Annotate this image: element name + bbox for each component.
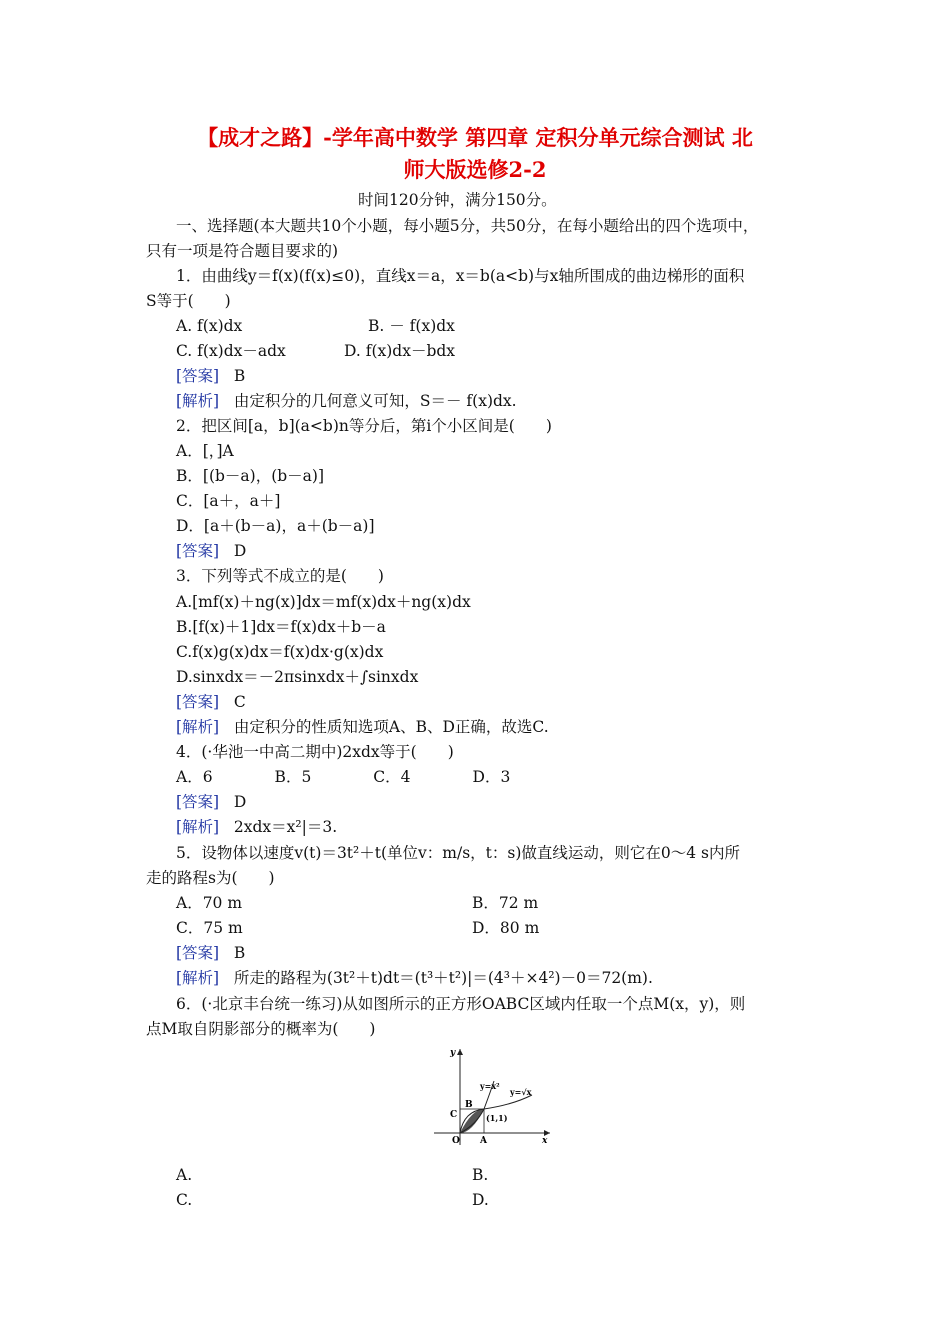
q6-option-b: B. xyxy=(472,1166,489,1184)
q3-option-d: D.sinxdx＝－2πsinxdx＋∫sinxdx xyxy=(176,668,419,686)
time-limit: 时间120分钟，满分150分。 xyxy=(358,191,557,209)
q1-analysis xyxy=(176,391,517,411)
document-title-line2: 师大版选修2-2 xyxy=(403,157,547,182)
square-region-figure xyxy=(432,1045,554,1147)
q2-stem: 2．把区间[a，b](a<b)n等分后，第i个小区间是( ) xyxy=(176,417,552,435)
q5-option-c: C．75 m xyxy=(176,919,243,937)
answer-value: D xyxy=(233,542,247,560)
q2-option-b: B．[(b－a)，(b－a)] xyxy=(176,467,324,485)
answer-value: D xyxy=(233,793,247,811)
q1-option-b: B. － f(x)dx xyxy=(368,317,455,335)
q1-stem-line2: S等于( ) xyxy=(146,292,231,310)
analysis-text: 由定积分的几何意义可知，S＝－ f(x)dx. xyxy=(233,392,517,410)
answer-value: C xyxy=(233,693,246,711)
q5-stem-line1: 5．设物体以速度v(t)＝3t²＋t(单位v：m/s，t：s)做直线运动，则它在0～4 s内所 xyxy=(176,844,740,862)
q3-option-b: B.[f(x)＋1]dx＝f(x)dx＋b－a xyxy=(176,618,386,636)
q5-analysis xyxy=(176,968,653,988)
q2-answer xyxy=(176,541,246,561)
q3-option-c: C.f(x)g(x)dx＝f(x)dx·g(x)dx xyxy=(176,643,384,661)
label-o: O xyxy=(452,1136,460,1146)
analysis-tag: [解析] xyxy=(176,718,220,736)
q5-stem-line2: 走的路程s为( ) xyxy=(146,869,275,887)
point-label: (1,1) xyxy=(486,1113,508,1123)
q5-option-b: B．72 m xyxy=(472,894,539,912)
curve2-label: y=√x xyxy=(510,1087,532,1097)
q4-stem: 4．(·华池一中高二期中)2xdx等于( ) xyxy=(176,743,454,761)
q1-answer xyxy=(176,366,245,386)
label-b: B xyxy=(465,1100,473,1110)
answer-tag: [答案] xyxy=(176,367,220,385)
label-a: A xyxy=(480,1136,487,1146)
analysis-tag: [解析] xyxy=(176,969,220,987)
q1-option-a: A. f(x)dx xyxy=(176,317,243,335)
q5-option-d: D．80 m xyxy=(472,919,540,937)
q6-option-d: D. xyxy=(472,1191,489,1209)
q3-option-a: A.[mf(x)＋ng(x)]dx＝mf(x)dx＋ng(x)dx xyxy=(176,593,471,611)
section-heading-line1: 一、选择题(本大题共10个小题，每小题5分，共50分，在每小题给出的四个选项中， xyxy=(176,217,759,235)
answer-tag: [答案] xyxy=(176,542,220,560)
q5-option-a: A．70 m xyxy=(176,894,243,912)
answer-tag: [答案] xyxy=(176,693,220,711)
q5-answer xyxy=(176,943,245,963)
q1-option-c: C. f(x)dx－adx xyxy=(176,342,286,360)
answer-tag: [答案] xyxy=(176,793,220,811)
answer-value: B xyxy=(233,944,246,962)
q6-option-c: C. xyxy=(176,1191,193,1209)
q4-answer xyxy=(176,792,246,812)
document-title-line1: 【成才之路】-学年高中数学 第四章 定积分单元综合测试 北 xyxy=(197,125,753,150)
answer-tag: [答案] xyxy=(176,944,220,962)
q3-answer xyxy=(176,692,246,712)
q3-stem: 3．下列等式不成立的是( ) xyxy=(176,567,384,585)
q4-analysis xyxy=(176,817,337,837)
label-c: C xyxy=(450,1110,458,1120)
q2-option-d: D．[a＋(b－a)，a＋(b－a)] xyxy=(176,517,375,535)
q6-option-a: A. xyxy=(176,1166,193,1184)
analysis-text: 由定积分的性质知选项A、B、D正确，故选C. xyxy=(233,718,549,736)
q6-stem-line1: 6．(·北京丰台统一练习)从如图所示的正方形OABC区域内任取一个点M(x，y)，则 xyxy=(176,995,746,1013)
analysis-tag: [解析] xyxy=(176,392,220,410)
section-heading-line2: 只有一项是符合题目要求的) xyxy=(146,242,339,260)
q6-stem-line2: 点M取自阴影部分的概率为( ) xyxy=(146,1020,376,1038)
q2-option-a: A．[，]A xyxy=(176,442,234,460)
curve1-label: y=x² xyxy=(480,1081,500,1091)
y-axis-arrow-icon xyxy=(457,1049,463,1055)
analysis-tag: [解析] xyxy=(176,818,220,836)
q4-options: A．6 B．5 C．4 D．3 xyxy=(176,768,511,786)
analysis-text: 2xdx＝x²|＝3. xyxy=(233,818,338,836)
answer-value: B xyxy=(233,367,246,385)
q2-option-c: C．[a＋，a＋] xyxy=(176,492,281,510)
q3-analysis xyxy=(176,717,549,737)
y-axis-label: y xyxy=(450,1048,456,1058)
q1-option-d: D. f(x)dx－bdx xyxy=(344,342,456,360)
analysis-text: 所走的路程为(3t²＋t)dt＝(t³＋t²)|＝(4³＋×4²)－0＝72(m). xyxy=(233,969,653,987)
x-axis-label: x xyxy=(542,1136,548,1146)
q1-stem-line1: 1．由曲线y＝f(x)(f(x)≤0)，直线x＝a，x＝b(a<b)与x轴所围成的曲边梯形的面积 xyxy=(176,267,745,285)
